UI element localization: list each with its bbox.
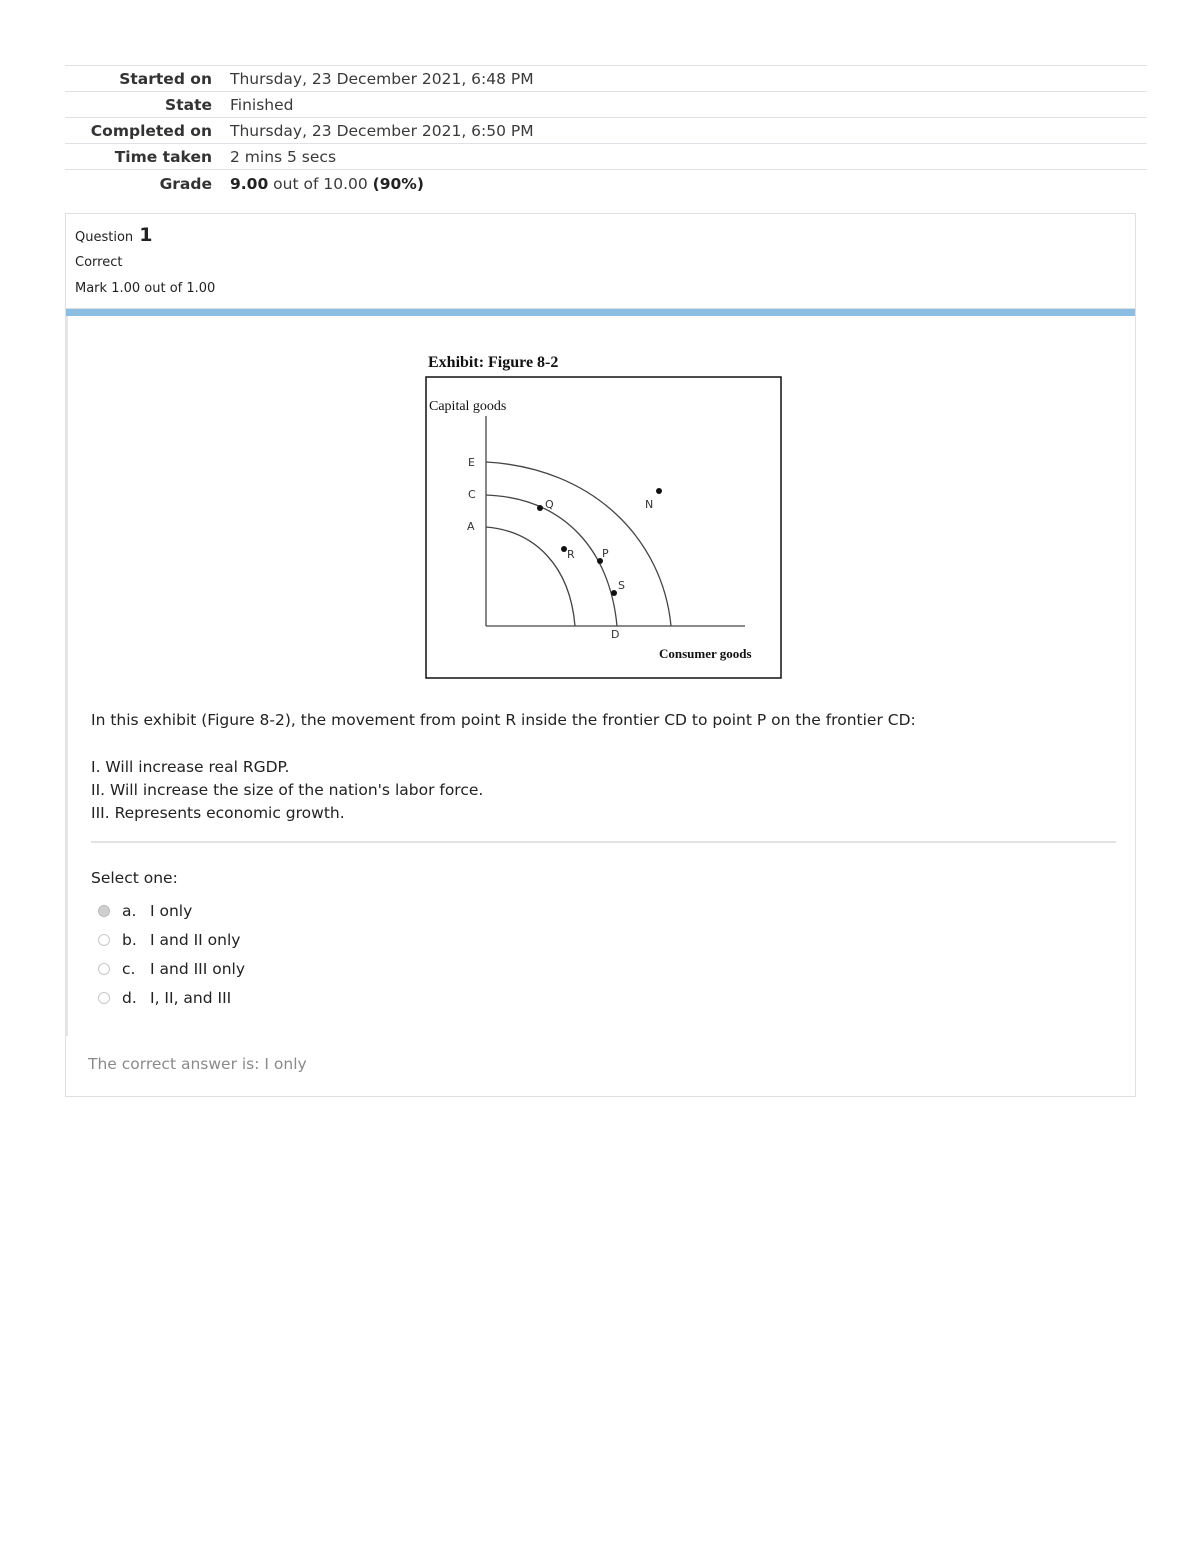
label-n: N bbox=[645, 498, 654, 511]
radio-c[interactable] bbox=[98, 963, 110, 975]
radio-a[interactable] bbox=[98, 905, 110, 917]
grade-rest: out of 10.00 bbox=[268, 174, 373, 193]
summary-value: Thursday, 23 December 2021, 6:50 PM bbox=[230, 121, 534, 140]
grade-percent: (90%) bbox=[372, 174, 424, 193]
y-axis-label: Capital goods bbox=[429, 399, 507, 414]
question-band bbox=[66, 309, 1135, 316]
summary-row-time-taken bbox=[65, 143, 1147, 169]
answer-letter: c. bbox=[122, 959, 136, 978]
answer-letter: b. bbox=[122, 930, 137, 949]
summary-label: Completed on bbox=[90, 121, 212, 140]
label-a: A bbox=[467, 520, 475, 533]
divider bbox=[91, 841, 1116, 843]
summary-label: Time taken bbox=[114, 147, 212, 166]
statement: I. Will increase real RGDP. bbox=[91, 758, 290, 776]
summary-label: State bbox=[165, 95, 212, 114]
select-prompt: Select one: bbox=[91, 869, 178, 887]
exhibit-title: Exhibit: Figure 8-2 bbox=[428, 354, 559, 371]
label-s: S bbox=[618, 579, 625, 592]
question-info bbox=[66, 214, 1135, 309]
ppf-figure bbox=[425, 376, 783, 680]
answer-options bbox=[98, 896, 245, 1012]
answer-option-d[interactable] bbox=[98, 983, 245, 1012]
statement: II. Will increase the size of the nation's labor force. bbox=[91, 781, 484, 799]
answer-text: I only bbox=[150, 901, 193, 920]
point-n bbox=[656, 488, 662, 494]
question-number-value: 1 bbox=[139, 224, 153, 246]
label-p: P bbox=[602, 547, 609, 560]
grade-value bbox=[230, 175, 424, 193]
label-r: R bbox=[567, 548, 575, 561]
answer-option-a[interactable] bbox=[98, 896, 245, 925]
answer-option-b[interactable] bbox=[98, 925, 245, 954]
question-statements bbox=[91, 756, 483, 825]
label-d: D bbox=[611, 628, 620, 641]
question-number bbox=[75, 224, 1126, 246]
question-box bbox=[65, 213, 1136, 1097]
answer-letter: d. bbox=[122, 988, 137, 1007]
point-s bbox=[611, 590, 617, 596]
attempt-summary bbox=[65, 65, 1147, 197]
summary-value: 2 mins 5 secs bbox=[230, 147, 337, 166]
label-q: Q bbox=[545, 498, 554, 511]
grade-score: 9.00 bbox=[230, 174, 269, 193]
answer-option-c[interactable] bbox=[98, 954, 245, 983]
answer-text: I and III only bbox=[150, 959, 246, 978]
summary-row-state bbox=[65, 91, 1147, 117]
summary-value: Thursday, 23 December 2021, 6:48 PM bbox=[230, 69, 534, 88]
label-c: C bbox=[468, 488, 476, 501]
question-content bbox=[66, 316, 1135, 1036]
x-axis-label: Consumer goods bbox=[659, 646, 752, 661]
summary-label: Started on bbox=[119, 69, 212, 88]
question-mark: Mark 1.00 out of 1.00 bbox=[75, 281, 216, 296]
figure-frame bbox=[426, 377, 781, 678]
question-no-label: Question bbox=[75, 230, 134, 245]
radio-d[interactable] bbox=[98, 992, 110, 1004]
correct-answer-feedback: The correct answer is: I only bbox=[88, 1055, 307, 1073]
point-q bbox=[537, 505, 543, 511]
label-e: E bbox=[468, 456, 475, 469]
summary-row-started bbox=[65, 65, 1147, 91]
answer-text: I, II, and III bbox=[150, 988, 232, 1007]
summary-label: Grade bbox=[159, 174, 212, 193]
question-text: In this exhibit (Figure 8-2), the movement from point R inside the frontier CD to point P on the frontier CD: bbox=[91, 711, 916, 729]
statement: III. Represents economic growth. bbox=[91, 804, 345, 822]
summary-value: Finished bbox=[230, 95, 294, 114]
answer-text: I and II only bbox=[150, 930, 241, 949]
answer-letter: a. bbox=[122, 901, 137, 920]
summary-row-completed bbox=[65, 117, 1147, 143]
question-state: Correct bbox=[75, 255, 123, 270]
radio-b[interactable] bbox=[98, 934, 110, 946]
summary-row-grade bbox=[65, 169, 1147, 197]
